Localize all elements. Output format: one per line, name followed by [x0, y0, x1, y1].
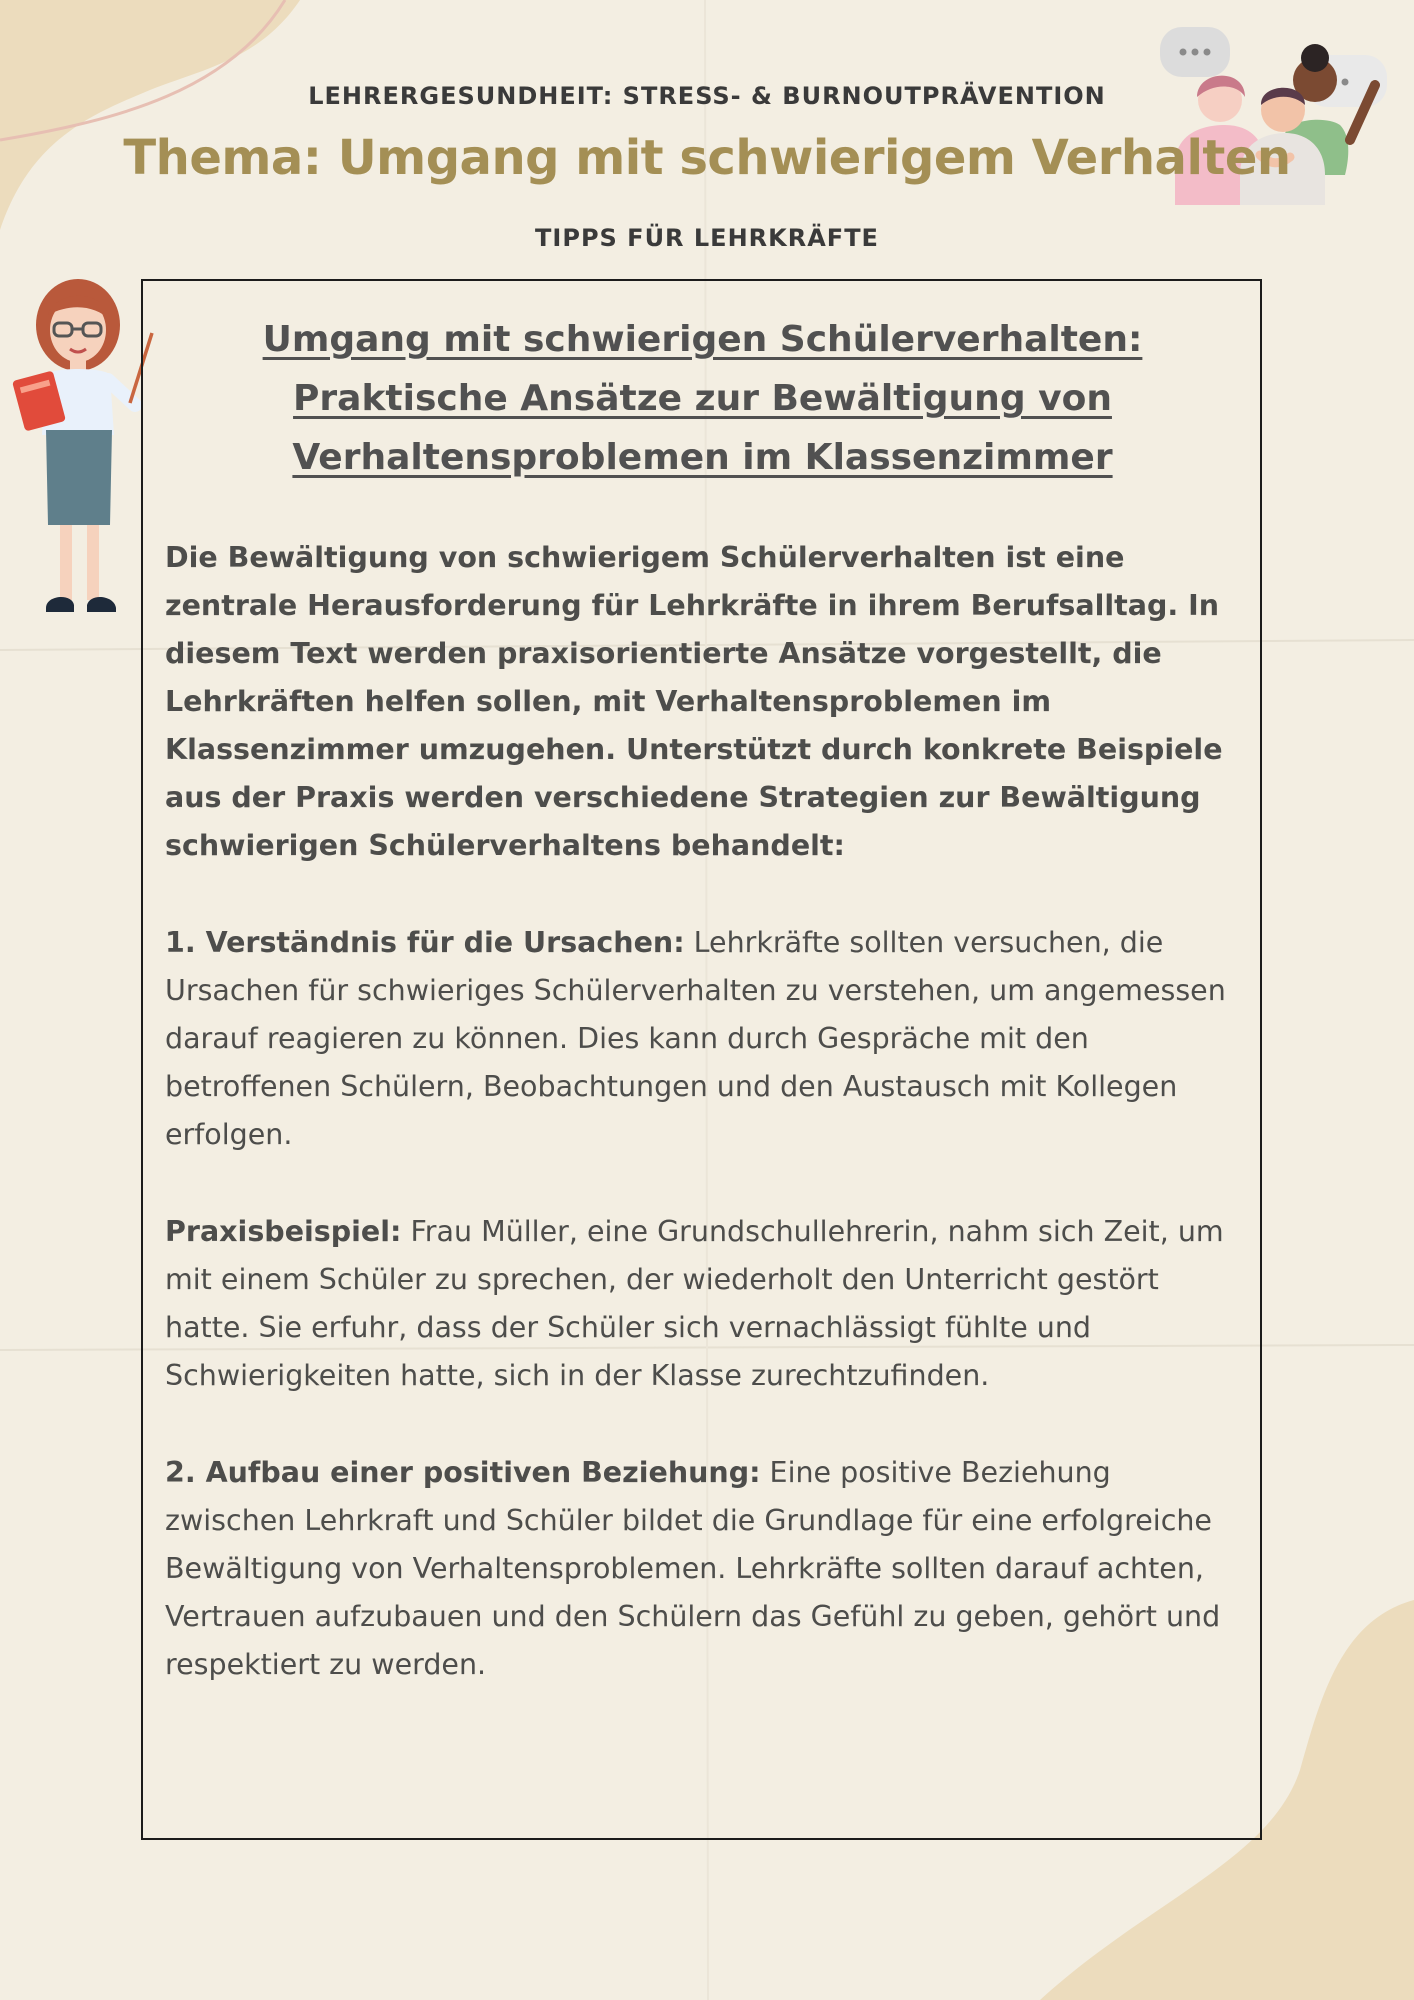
- top-left-blob: [0, 0, 300, 230]
- example-paragraph: [165, 1208, 1245, 1400]
- example-label: Praxisbeispiel:: [165, 1215, 402, 1248]
- section-label-1: 1. Verständnis für die Ursachen:: [165, 926, 685, 959]
- intro-paragraph: Die Bewältigung von schwierigem Schülerverhalten ist eine zentrale Herausforderung für Lehrkräfte in ihrem Berufsalltag. In diesem Text werden praxisorientierte Ansätze vorgestellt, die Lehrkräften helfen sollen, mit Verhaltensproblemen im Klassenzimmer umzugehen. Unterstützt durch konkrete Beispiele aus der Praxis werden verschiedene Strategien zur Bewältigung schwierigen Schülerverhaltens behandelt:: [165, 541, 1223, 862]
- document-heading: Umgang mit schwierigen Schülerverhalten: Praktische Ansätze zur Bewältigung von Verhaltensproblemen im Klassenzimmer: [262, 319, 1143, 478]
- example-text: Frau Müller, eine Grundschullehrerin, nahm sich Zeit, um mit einem Schüler zu sprechen, der wiederholt den Unterricht gestört hatte. Sie erfuhr, dass der Schüler sich vernachlässigt fühlte und Schwierigkeiten hatte, sich in der Klasse zurechtzufinden.: [165, 1215, 1224, 1392]
- section-text-2: Eine positive Beziehung zwischen Lehrkraft und Schüler bildet die Grundlage für eine erfolgreiche Bewältigung von Verhaltensproblemen. Lehrkräfte sollten darauf achten, Vertrauen aufzubauen und den Schülern das Gefühl zu geben, gehört und respektiert zu werden.: [165, 1456, 1221, 1681]
- section-label-2: 2. Aufbau einer positiven Beziehung:: [165, 1456, 761, 1489]
- section-text-1: Lehrkräfte sollten versuchen, die Ursachen für schwieriges Schülerverhalten zu verstehen, um angemessen darauf reagieren zu können. Dies kann durch Gespräche mit den betroffenen Schülern, Beobachtungen und den Austausch mit Kollegen erfolgen.: [165, 926, 1226, 1151]
- page-subtitle: TIPPS FÜR LEHRKRÄFTE: [535, 224, 879, 252]
- section-paragraph-2: [165, 1449, 1245, 1689]
- section-paragraph-1: [165, 919, 1245, 1159]
- teacher-illustration: [10, 275, 160, 625]
- series-label: LEHRERGESUNDHEIT: STRESS- & BURNOUTPRÄVENTION: [308, 82, 1106, 110]
- page-title: Thema: Umgang mit schwierigem Verhalten: [123, 130, 1291, 186]
